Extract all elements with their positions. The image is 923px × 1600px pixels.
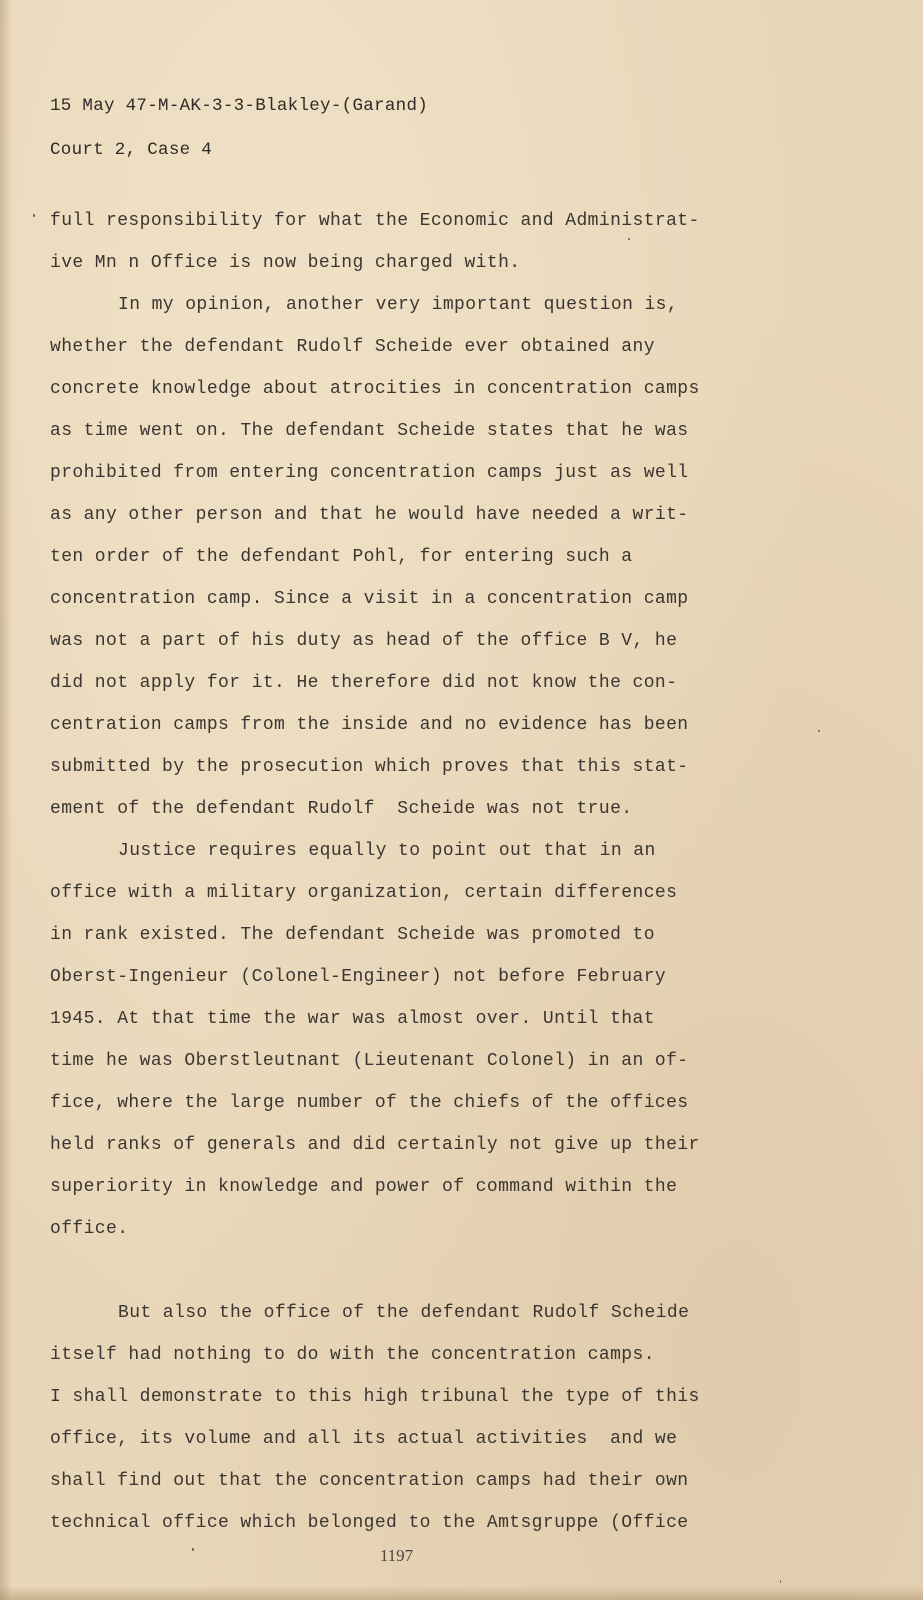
text-line: itself had nothing to do with the concentration camps.: [50, 1345, 655, 1365]
text-line: office, its volume and all its actual activities and we: [50, 1429, 678, 1449]
text-line: prohibited from entering concentration camps just as well: [50, 463, 689, 483]
page-bottom-shadow: [0, 1586, 923, 1600]
text-line: Justice requires equally to point out that in an: [118, 841, 656, 861]
paper-speck: [33, 214, 35, 217]
text-line: superiority in knowledge and power of command within the: [50, 1177, 678, 1197]
page-number: 1197: [379, 1546, 414, 1565]
court-case-label: Court 2, Case 4: [50, 140, 213, 160]
text-line: in rank existed. The defendant Scheide was promoted to: [50, 925, 655, 945]
text-line: held ranks of generals and did certainly not give up their: [50, 1135, 700, 1155]
text-line: did not apply for it. He therefore did not know the con-: [50, 673, 678, 693]
page-edge-shadow: [0, 0, 12, 1600]
text-line: But also the office of the defendant Rudolf Scheide: [118, 1303, 690, 1323]
text-line: Oberst-Ingenieur (Colonel-Engineer) not before February: [50, 967, 667, 987]
transcript-body: [50, 200, 870, 1544]
text-line: full responsibility for what the Economic and Administrat-: [50, 211, 700, 231]
text-line: ive Mn n Office is now being charged with.: [50, 253, 521, 273]
text-line: was not a part of his duty as head of the office B V, he: [50, 631, 678, 651]
paper-speck: [192, 1548, 194, 1551]
text-line: In my opinion, another very important question is,: [118, 295, 679, 315]
text-line: submitted by the prosecution which proves that this stat-: [50, 757, 689, 777]
text-line: office with a military organization, certain differences: [50, 883, 678, 903]
paper-speck: [628, 238, 630, 240]
text-line: shall find out that the concentration camps had their own: [50, 1471, 689, 1491]
text-line: fice, where the large number of the chiefs of the offices: [50, 1093, 689, 1113]
text-line: technical office which belonged to the Amtsgruppe (Office: [50, 1513, 689, 1533]
text-line: concentration camp. Since a visit in a concentration camp: [50, 589, 689, 609]
text-line: 1945. At that time the war was almost over. Until that: [50, 1009, 655, 1029]
document-reference: 15 May 47-M-AK-3-3-Blakley-(Garand): [50, 96, 429, 116]
text-line: office.: [50, 1219, 129, 1239]
paper-speck: [818, 730, 820, 732]
text-line: whether the defendant Rudolf Scheide ever obtained any: [50, 337, 655, 357]
text-line: I shall demonstrate to this high tribunal the type of this: [50, 1387, 700, 1407]
text-line: [50, 1250, 870, 1292]
paper-speck: [780, 1580, 781, 1583]
text-line: as any other person and that he would have needed a writ-: [50, 505, 689, 525]
text-line: time he was Oberstleutnant (Lieutenant Colonel) in an of-: [50, 1051, 689, 1071]
text-line: centration camps from the inside and no evidence has been: [50, 715, 689, 735]
text-line: ten order of the defendant Pohl, for entering such a: [50, 547, 633, 567]
text-line: as time went on. The defendant Scheide states that he was: [50, 421, 689, 441]
text-line: ement of the defendant Rudolf Scheide was not true.: [50, 799, 633, 819]
text-line: concrete knowledge about atrocities in concentration camps: [50, 379, 700, 399]
